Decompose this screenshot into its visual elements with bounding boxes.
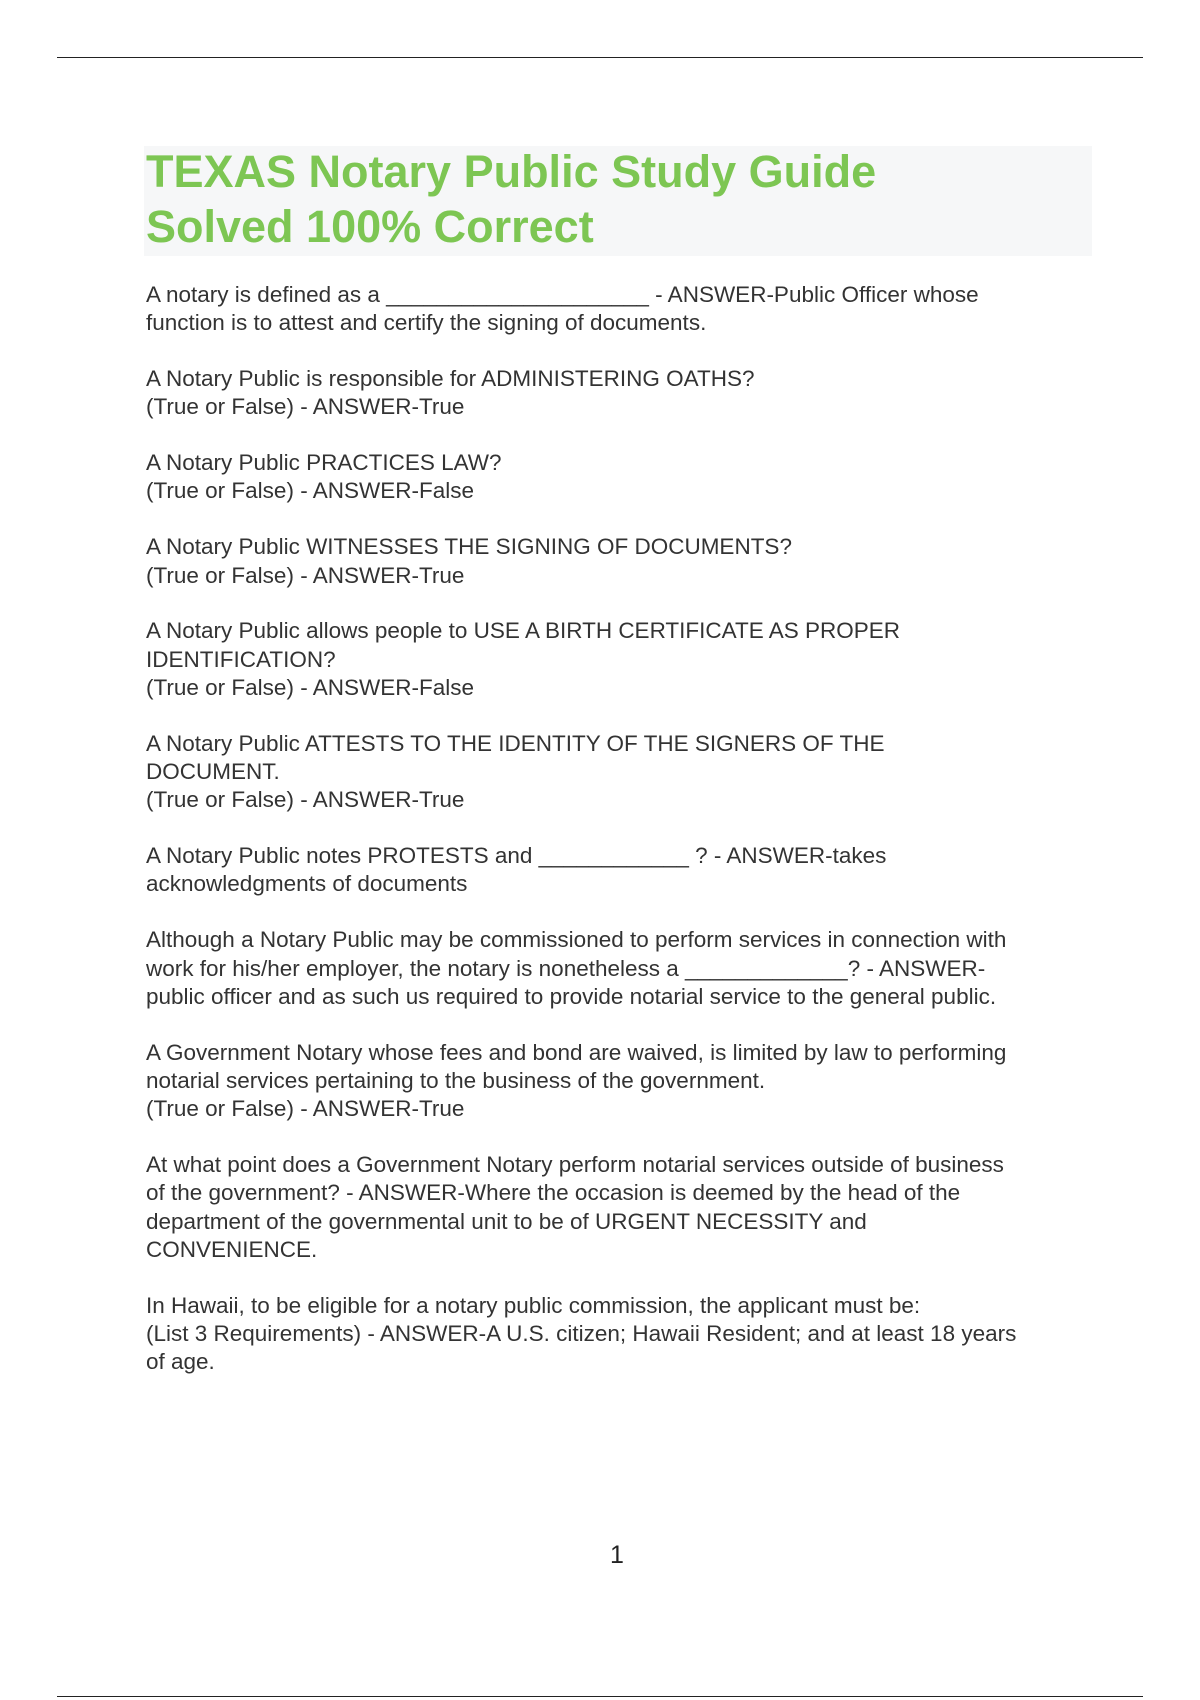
qa-item: A Notary Public allows people to USE A BIRTH CERTIFICATE AS PROPER IDENTIFICATION? (True or False) - ANSWER-False (146, 618, 901, 700)
qa-item: Although a Notary Public may be commissioned to perform services in connection with work for his/her employer, the notary is nonetheless a _____________? - ANSWER- public officer and as such us required to provide notarial service to the general public. (146, 927, 1007, 1009)
top-rule (57, 57, 1143, 58)
bottom-rule (57, 1696, 1143, 1697)
qa-item: A Notary Public ATTESTS TO THE IDENTITY OF THE SIGNERS OF THE DOCUMENT. (True or False) - ANSWER-True (146, 730, 885, 813)
qa-item: A Notary Public PRACTICES LAW? (True or False) - ANSWER-False (146, 450, 502, 504)
qa-item: A Notary Public WITNESSES THE SIGNING OF DOCUMENTS? (True or False) - ANSWER-True (146, 534, 792, 588)
qa-list (146, 281, 1096, 1404)
qa-item: In Hawaii, to be eligible for a notary public commission, the applicant must be: (List 3 Requirements) - ANSWER-A U.S. citizen; Hawaii Resident; and at least 18 years of age. (146, 1292, 1017, 1375)
document-title: TEXAS Notary Public Study Guide Solved 100% Correct (146, 146, 877, 252)
qa-item: A Notary Public notes PROTESTS and ____________ ? - ANSWER-takes acknowledgments of documents (146, 843, 887, 897)
page-number: 1 (610, 1541, 624, 1569)
qa-item: At what point does a Government Notary perform notarial services outside of business of the government? - ANSWER-Where the occasion is deemed by the head of the department of the governmental unit to be of URGENT NECESSITY and CONVENIENCE. (146, 1152, 1004, 1262)
qa-item: A Notary Public is responsible for ADMINISTERING OATHS? (True or False) - ANSWER-True (146, 366, 755, 420)
qa-item: A Government Notary whose fees and bond are waived, is limited by law to performing notarial services pertaining to the business of the government. (True or False) - ANSWER-True (146, 1039, 1007, 1122)
qa-item: A notary is defined as a _____________________ - ANSWER-Public Officer whose function is to attest and certify the signing of documents. (146, 282, 979, 336)
